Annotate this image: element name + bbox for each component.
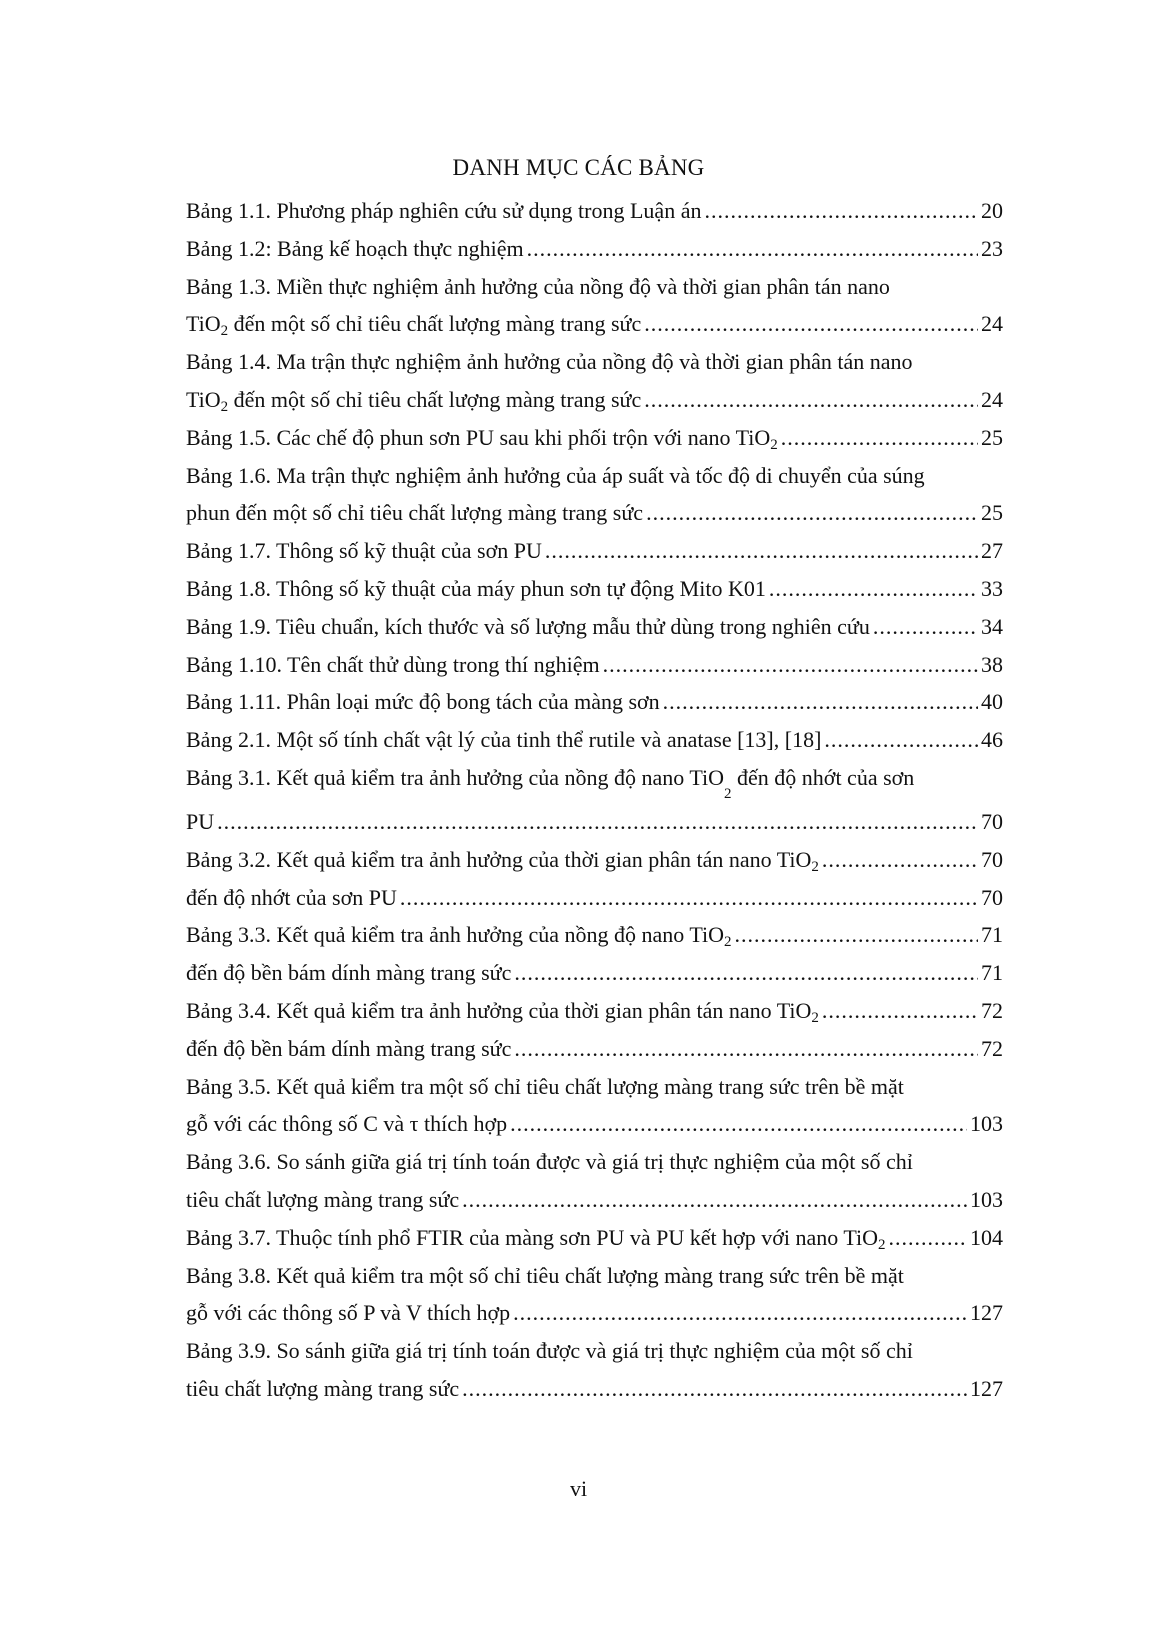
toc-entry-3-9-line1[interactable]: Bảng 3.9. So sánh giữa giá trị tính toán được và giá trị thực nghiệm của một số chỉ bbox=[186, 1338, 913, 1364]
page-number: vi bbox=[569, 1476, 588, 1501]
toc-entry-1-6-line2[interactable]: phun đến một số chỉ tiêu chất lượng màng trang sức ..... 25 bbox=[186, 500, 1003, 538]
dot-leader bbox=[769, 576, 978, 602]
toc-entry-1-10[interactable]: Bảng 1.10. Tên chất thử dùng trong thí nghiệm ..... 38 bbox=[186, 652, 1003, 690]
toc-entry-3-5-line2[interactable]: gỗ với các thông số C và τ thích hợp ..... 103 bbox=[186, 1111, 1003, 1149]
toc-entry-1-6-line1[interactable]: Bảng 1.6. Ma trận thực nghiệm ảnh hưởng của áp suất và tốc độ di chuyển của súng bbox=[186, 462, 925, 488]
toc-entry-3-8-line2[interactable]: gỗ với các thông số P và V thích hợp ..... 127 bbox=[186, 1300, 1003, 1338]
toc-entry-3-6-line1[interactable]: Bảng 3.6. So sánh giữa giá trị tính toán được và giá trị thực nghiệm của một số chỉ bbox=[186, 1149, 913, 1175]
toc-entry-1-4-line2[interactable]: TiO$_2$ đến một số chỉ tiêu chất lượng màng trang sức ..... 24 bbox=[186, 387, 1003, 425]
dot-leader bbox=[735, 922, 978, 948]
toc-entry-3-5-line1[interactable]: Bảng 3.5. Kết quả kiểm tra một số chỉ tiêu chất lượng màng trang sức trên bề mặt bbox=[186, 1073, 904, 1099]
toc-entry-3-2-line2[interactable]: đến độ nhớt của sơn PU ..... 70 bbox=[186, 885, 1003, 923]
dot-leader bbox=[824, 727, 978, 753]
toc-entry-3-3-line1[interactable]: Bảng 3.3. Kết quả kiểm tra ảnh hưởng của nồng độ nano TiO$_2$ ..... 71 bbox=[186, 922, 1003, 960]
dot-leader bbox=[781, 425, 978, 451]
toc-entry-3-2-line1[interactable]: Bảng 3.2. Kết quả kiểm tra ảnh hưởng của thời gian phân tán nano TiO$_2$ ..... 70 bbox=[186, 847, 1003, 885]
toc-entry-1-3-line1[interactable]: Bảng 1.3. Miền thực nghiệm ảnh hưởng của nồng độ và thời gian phân tán nano bbox=[186, 273, 890, 299]
toc-entry-1-3-line2[interactable]: TiO$_2$ đến một số chỉ tiêu chất lượng màng trang sức ..... 24 bbox=[186, 311, 1003, 349]
dot-leader bbox=[644, 387, 978, 413]
dot-leader bbox=[704, 198, 978, 224]
dot-leader bbox=[822, 998, 978, 1024]
toc-entry-2-1[interactable]: Bảng 2.1. Một số tính chất vật lý của tinh thể rutile và anatase [13], [18] ..... 46 bbox=[186, 727, 1003, 765]
page-title: DANH MỤC CÁC BẢNG bbox=[452, 155, 705, 180]
dot-leader bbox=[873, 614, 978, 640]
dot-leader bbox=[644, 311, 978, 337]
toc-entry-3-3-line2[interactable]: đến độ bền bám dính màng trang sức ..... 71 bbox=[186, 960, 1003, 998]
toc-entry-1-8[interactable]: Bảng 1.8. Thông số kỹ thuật của máy phun sơn tự động Mito K01 ..... 33 bbox=[186, 576, 1003, 614]
dot-leader bbox=[663, 689, 978, 715]
toc-entry-1-7[interactable]: Bảng 1.7. Thông số kỹ thuật của sơn PU ..... 27 bbox=[186, 538, 1003, 576]
toc-entry-1-9[interactable]: Bảng 1.9. Tiêu chuẩn, kích thước và số lượng mẫu thử dùng trong nghiên cứu ..... 34 bbox=[186, 614, 1003, 652]
toc-entry-1-11[interactable]: Bảng 1.11. Phân loại mức độ bong tách của màng sơn ..... 40 bbox=[186, 689, 1003, 727]
dot-leader bbox=[514, 960, 978, 986]
dot-leader bbox=[462, 1376, 967, 1402]
toc-entry-3-6-line2[interactable]: tiêu chất lượng màng trang sức ..... 103 bbox=[186, 1187, 1003, 1225]
dot-leader bbox=[646, 500, 978, 526]
toc-entry-1-2[interactable]: Bảng 1.2: Bảng kế hoạch thực nghiệm ..... 23 bbox=[186, 236, 1003, 274]
dot-leader bbox=[889, 1225, 967, 1251]
toc-entry-3-7[interactable]: Bảng 3.7. Thuộc tính phổ FTIR của màng sơn PU và PU kết hợp với nano TiO$_2$ ..... 104 bbox=[186, 1225, 1003, 1263]
dot-leader bbox=[603, 652, 978, 678]
dot-leader bbox=[514, 1036, 978, 1062]
toc-entry-1-5[interactable]: Bảng 1.5. Các chế độ phun sơn PU sau khi phối trộn với nano TiO$_2$ ..... 25 bbox=[186, 425, 1003, 463]
toc-entry-3-9-line2[interactable]: tiêu chất lượng màng trang sức ..... 127 bbox=[186, 1376, 1003, 1414]
dot-leader bbox=[822, 847, 978, 873]
toc-entry-1-1[interactable]: Bảng 1.1. Phương pháp nghiên cứu sử dụng trong Luận án ..... 20 bbox=[186, 198, 1003, 236]
toc-entry-3-4-line2[interactable]: đến độ bền bám dính màng trang sức ..... 72 bbox=[186, 1036, 1003, 1074]
dot-leader bbox=[462, 1187, 967, 1213]
dot-leader bbox=[400, 885, 978, 911]
dot-leader bbox=[510, 1111, 967, 1137]
dot-leader bbox=[217, 809, 978, 835]
toc-entry-3-8-line1[interactable]: Bảng 3.8. Kết quả kiểm tra một số chỉ tiêu chất lượng màng trang sức trên bề mặt bbox=[186, 1262, 904, 1288]
toc-entry-3-1-line2[interactable]: PU ..... 70 bbox=[186, 809, 1003, 847]
toc-entry-3-1-line1[interactable]: Bảng 3.1. Kết quả kiểm tra ảnh hưởng của nồng độ nano TiO$_2$ đến độ nhớt của sơn bbox=[186, 764, 915, 802]
dot-leader bbox=[513, 1300, 967, 1326]
toc-entry-1-4-line1[interactable]: Bảng 1.4. Ma trận thực nghiệm ảnh hưởng của nồng độ và thời gian phân tán nano bbox=[186, 349, 913, 375]
toc-entry-3-4-line1[interactable]: Bảng 3.4. Kết quả kiểm tra ảnh hưởng của thời gian phân tán nano TiO$_2$ ..... 72 bbox=[186, 998, 1003, 1036]
table-of-contents bbox=[186, 198, 1003, 1414]
dot-leader bbox=[545, 538, 978, 564]
dot-leader bbox=[527, 236, 978, 262]
